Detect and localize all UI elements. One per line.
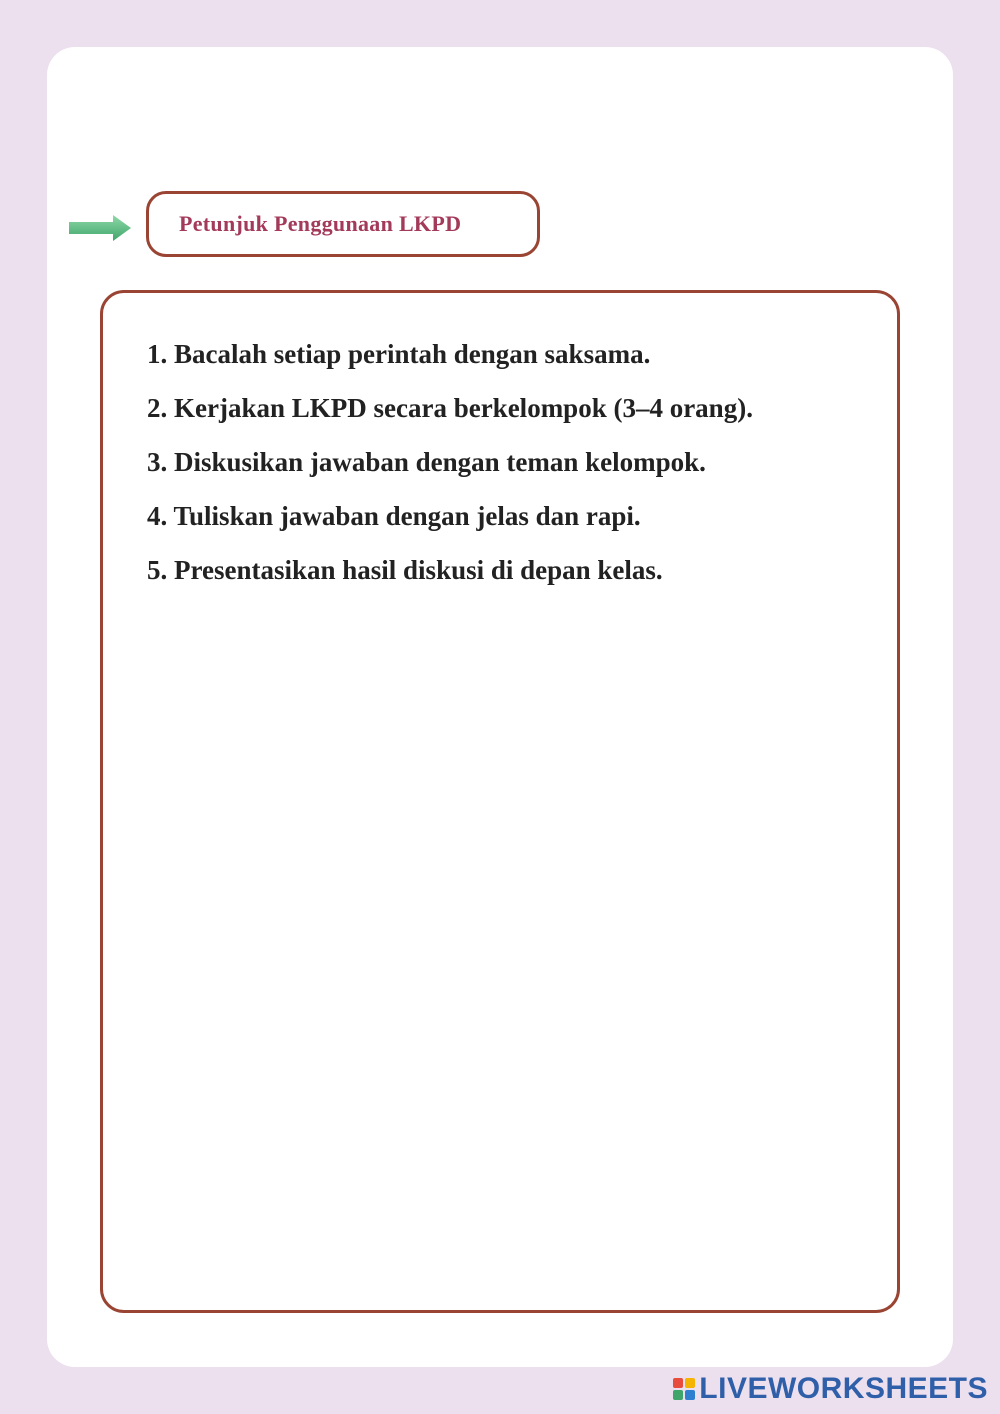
instruction-item: 4. Tuliskan jawaban dengan jelas dan rapi. — [147, 501, 641, 531]
instruction-item: 2. Kerjakan LKPD secara berkelompok (3–4 orang). — [147, 393, 753, 423]
instructions-list — [147, 339, 753, 609]
liveworksheets-logo-icon — [673, 1378, 695, 1400]
instruction-item: 5. Presentasikan hasil diskusi di depan kelas. — [147, 555, 663, 585]
instruction-item: 1. Bacalah setiap perintah dengan saksama. — [147, 339, 651, 369]
liveworksheets-watermark — [673, 1372, 988, 1406]
instruction-item: 3. Diskusikan jawaban dengan teman kelompok. — [147, 447, 706, 477]
instructions-box — [100, 290, 900, 1313]
section-title: Petunjuk Penggunaan LKPD — [179, 211, 462, 236]
watermark-text: LIVEWORKSHEETS — [699, 1372, 988, 1405]
section-title-box — [146, 191, 540, 257]
right-arrow-icon — [69, 214, 131, 242]
